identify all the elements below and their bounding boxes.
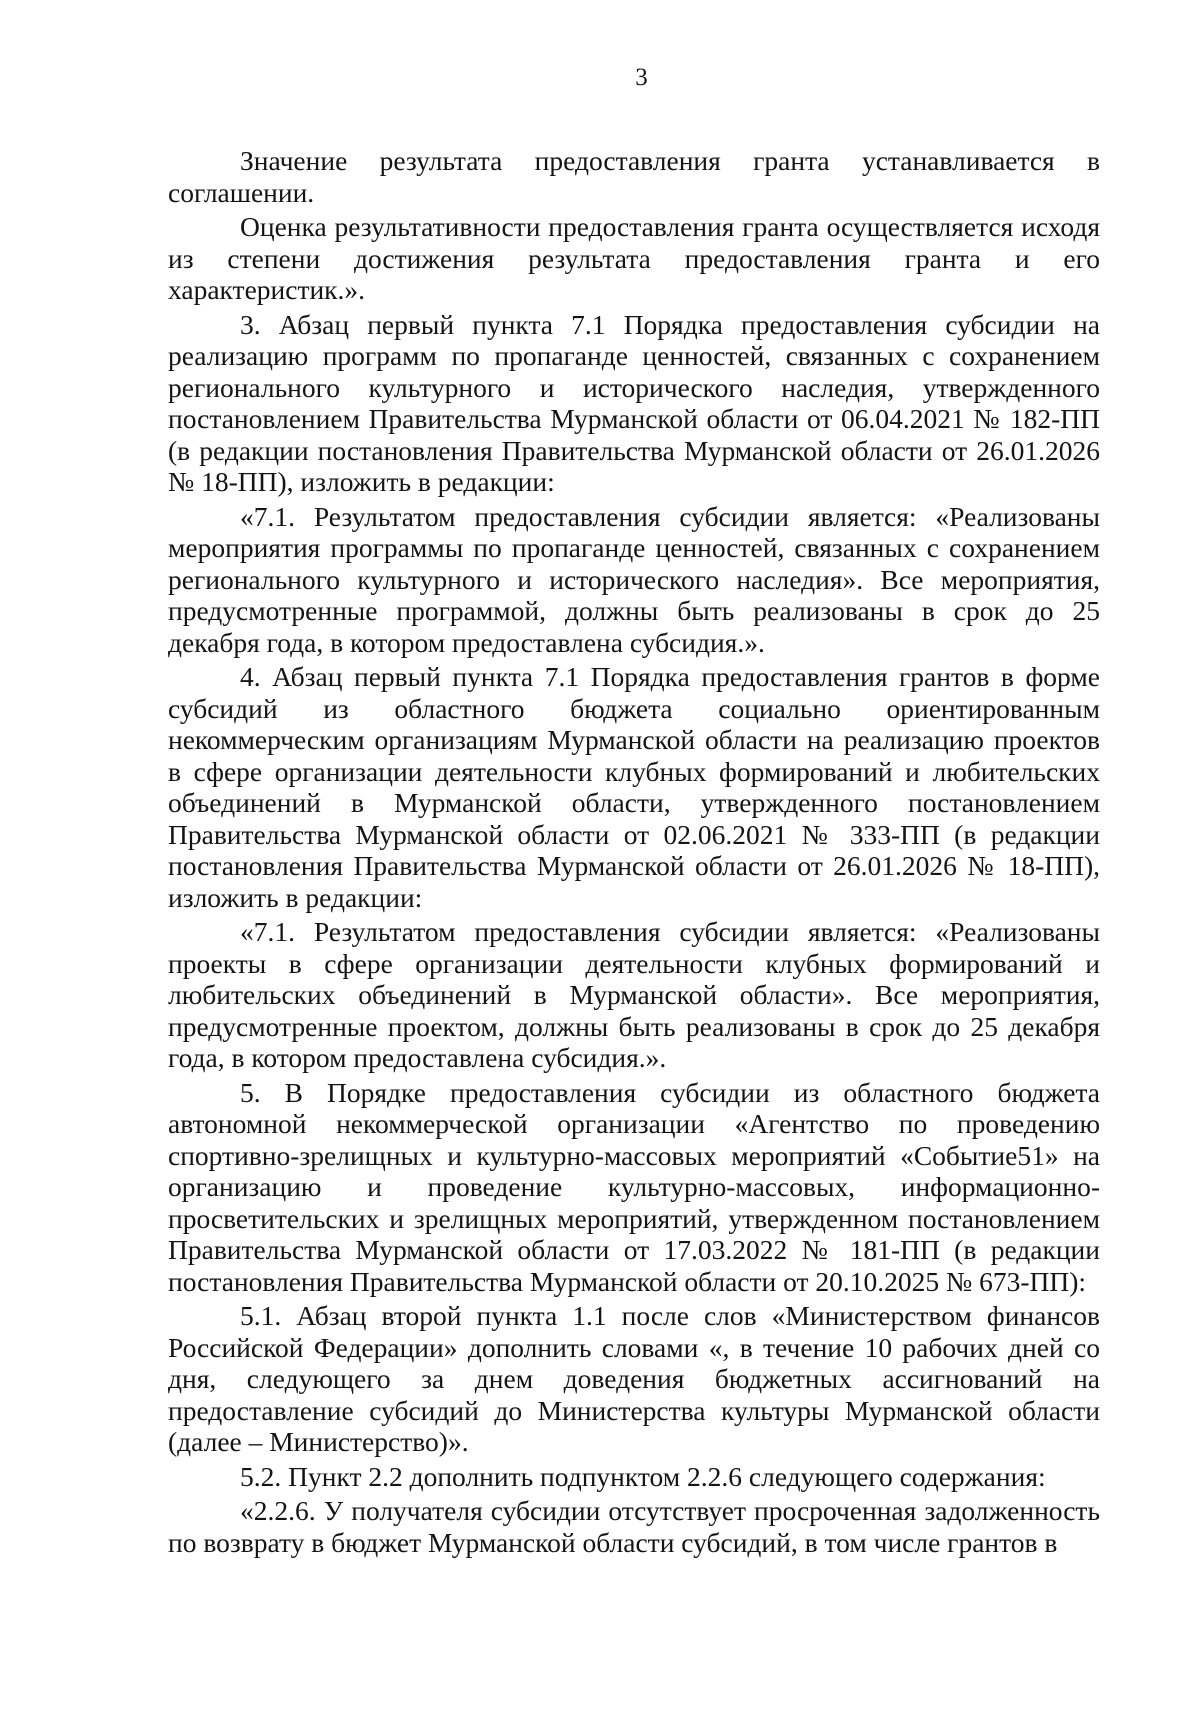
paragraph: 4. Абзац первый пункта 7.1 Порядка предоставления грантов в форме субсидий из областного бюджета социально ориентированным некоммерческим организациям Мурманской области на реализацию проектов в сфере организации деятельности клубных формирований и любительских объединений в Мурманской области, утвержденного постановлением Правительства Мурманской области от 02.06.2021 № 333-ПП (в редакции постановления Правительства Мурманской области от 26.01.2026 № 18-ПП), изложить в редакции: (168, 661, 1100, 913)
paragraph: 3. Абзац первый пункта 7.1 Порядка предоставления субсидии на реализацию программ по пропаганде ценностей, связанных с сохранением регионального культурного и исторического наследия, утвержденного постановлением Правительства Мурманской области от 06.04.2021 № 182-ПП (в редакции постановления Правительства Мурманской области от 26.01.2026 № 18-ПП), изложить в редакции: (168, 308, 1100, 497)
paragraph: 5. В Порядке предоставления субсидии из областного бюджета автономной некоммерческой организации «Агентство по проведению спортивно-зрелищных и культурно-массовых мероприятий «Событие51» на организацию и проведение культурно-массовых, информационно-просветительских и зрелищных мероприятий, утвержденном постановлением Правительства Мурманской области от 17.03.2022 № 181-ПП (в редакции постановления Правительства Мурманской области от 20.10.2025 № 673-ПП): (168, 1076, 1100, 1297)
document-body (168, 145, 1100, 1561)
paragraph: Оценка результативности предоставления гранта осуществляется исходя из степени достижения результата предоставления гранта и его характеристик.». (168, 211, 1100, 305)
paragraph: Значение результата предоставления гранта устанавливается в соглашении. (168, 145, 1100, 208)
paragraph: «2.2.6. У получателя субсидии отсутствует просроченная задолженность по возврату в бюджет Мурманской области субсидий, в том числе грантов в (168, 1495, 1100, 1558)
page-number: 3 (635, 64, 648, 91)
paragraph: 5.1. Абзац второй пункта 1.1 после слов «Министерством финансов Российской Федерации» дополнить словами «, в течение 10 рабочих дней со дня, следующего за днем доведения бюджетных ассигнований на предоставление субсидий до Министерства культуры Мурманской области (далее – Министерство)». (168, 1300, 1100, 1457)
paragraph: «7.1. Результатом предоставления субсидии является: «Реализованы мероприятия программы по пропаганде ценностей, связанных с сохранением регионального культурного и исторического наследия». Все мероприятия, предусмотренные программой, должны быть реализованы в срок до 25 декабря года, в котором предоставлена субсидия.». (168, 500, 1100, 658)
paragraph: 5.2. Пункт 2.2 дополнить подпунктом 2.2.6 следующего содержания: (240, 1460, 1046, 1492)
paragraph: «7.1. Результатом предоставления субсидии является: «Реализованы проекты в сфере организации деятельности клубных формирований и любительских объединений в Мурманской области». Все мероприятия, предусмотренные проектом, должны быть реализованы в срок до 25 декабря года, в котором предоставлена субсидия.». (168, 916, 1100, 1073)
